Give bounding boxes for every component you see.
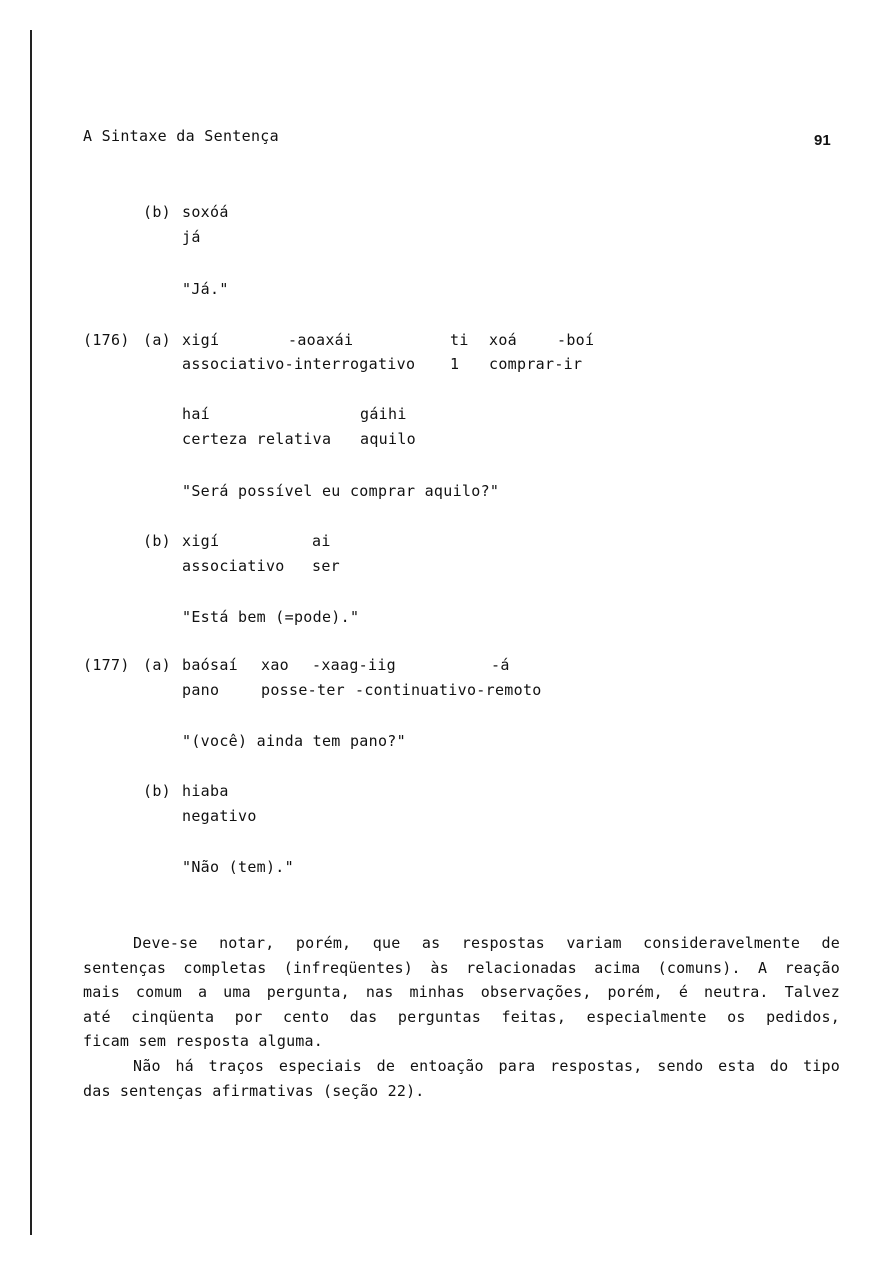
running-title: A Sintaxe da Sentença <box>83 127 279 145</box>
example-177a-gloss: -continuativo-remoto <box>355 681 542 699</box>
paragraph-line: das sentenças afirmativas (seção 22). <box>83 1081 425 1100</box>
paragraph-line: mais comum a uma pergunta, nas minhas observações, porém, é neutra. Talvez <box>83 983 840 1001</box>
example-177a-gloss: posse-ter <box>261 681 345 699</box>
paragraph-line: ficam sem resposta alguma. <box>83 1032 323 1050</box>
example-176a-translation: "Será possível eu comprar aquilo?" <box>182 482 500 500</box>
example-177a-gloss: pano <box>182 681 220 699</box>
example-176a-gloss: comprar-ir <box>489 355 583 373</box>
body-paragraph-1 <box>83 931 840 1054</box>
example-176a-gloss: aquilo <box>360 430 416 448</box>
paragraph-line: sentenças completas (infreqüentes) às relacionadas acima (comuns). A reação <box>83 958 840 977</box>
example-176b-translation: "Está bem (=pode)." <box>182 608 360 626</box>
example-177b-translation: "Não (tem)." <box>182 858 294 876</box>
example-176a-word: -aoaxái <box>288 331 354 349</box>
example-176b-label: (b) <box>143 532 171 550</box>
paragraph-line: Deve-se notar, porém, que as respostas variam consideravelmente de <box>133 934 840 952</box>
example-176b-gloss: associativo <box>182 557 285 575</box>
example-176-number: (176) <box>83 331 130 349</box>
example-176a-word: ti <box>450 331 469 349</box>
example-175b-gloss: já <box>182 228 201 246</box>
example-176a-word: xoá <box>489 331 517 349</box>
example-177b-word: hiaba <box>182 782 229 800</box>
example-176b-word: xigí <box>182 532 220 550</box>
example-176a-word: xigí <box>182 331 220 349</box>
example-176a-label: (a) <box>143 331 171 349</box>
example-176a-word: gáihi <box>360 405 407 423</box>
example-176b-word: ai <box>312 532 331 550</box>
example-177a-word: baósaí <box>182 656 238 674</box>
example-176a-gloss: associativo-interrogativo <box>182 355 416 373</box>
example-177b-label: (b) <box>143 782 171 800</box>
example-176a-gloss: 1 <box>450 355 460 373</box>
binding-edge-line <box>30 30 32 1235</box>
paragraph-line: até cinqüenta por cento das perguntas feitas, especialmente os pedidos, <box>83 1007 840 1026</box>
example-175b-translation: "Já." <box>182 280 229 298</box>
example-176a-word: haí <box>182 405 210 423</box>
example-176a-gloss: certeza relativa <box>182 430 332 448</box>
paragraph-line: Não há traços especiais de entoação para respostas, sendo esta do tipo <box>133 1057 840 1075</box>
example-175b-word: soxóá <box>182 203 229 221</box>
example-177b-gloss: negativo <box>182 807 257 825</box>
page-number: 91 <box>814 132 831 149</box>
example-177a-word: -xaag-iig <box>312 656 396 674</box>
example-175b-label: (b) <box>143 203 171 221</box>
example-177-number: (177) <box>83 656 130 674</box>
example-177a-word: -á <box>491 656 510 674</box>
example-176a-word: -boí <box>557 331 595 349</box>
example-177a-word: xao <box>261 656 289 674</box>
body-paragraph-2 <box>83 1054 840 1103</box>
example-176b-gloss: ser <box>312 557 340 575</box>
example-177a-label: (a) <box>143 656 171 674</box>
example-177a-translation: "(você) ainda tem pano?" <box>182 732 406 750</box>
